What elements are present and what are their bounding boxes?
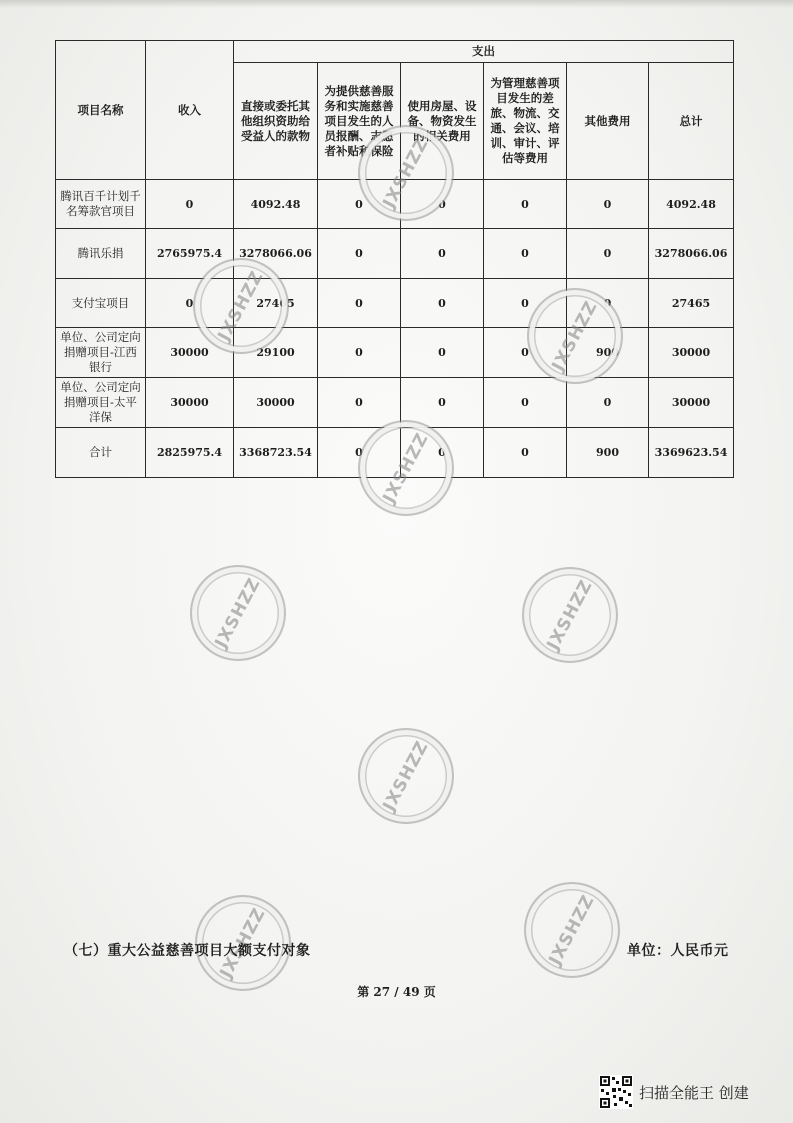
cell-total: 3369623.54 xyxy=(649,428,734,478)
cell-income: 30000 xyxy=(146,328,234,378)
header-management: 为管理慈善项目发生的差旅、物流、交通、会议、培训、审计、评估等费用 xyxy=(484,63,567,180)
cell-direct: 27465 xyxy=(234,279,318,328)
cell-total: 30000 xyxy=(649,378,734,428)
header-other: 其他费用 xyxy=(567,63,649,180)
cell-total: 30000 xyxy=(649,328,734,378)
seal-stamp: JXSHZZ xyxy=(193,258,289,354)
cell-total: 27465 xyxy=(649,279,734,328)
cell-facility: 0 xyxy=(401,328,484,378)
cell-other: 0 xyxy=(567,279,649,328)
row-name: 单位、公司定向捐赠项目-江西银行 xyxy=(56,328,146,378)
table-row xyxy=(56,180,734,229)
cell-direct: 3368723.54 xyxy=(234,428,318,478)
cell-other: 900 xyxy=(567,328,649,378)
expense-table xyxy=(55,40,734,478)
cell-facility: 0 xyxy=(401,428,484,478)
seal-stamp: JXSHZZ xyxy=(358,728,454,824)
cell-other: 900 xyxy=(567,428,649,478)
cell-personnel: 0 xyxy=(318,229,401,279)
seal-stamp: JXSHZZ xyxy=(527,288,623,384)
cell-personnel: 0 xyxy=(318,180,401,229)
cell-income: 2765975.4 xyxy=(146,229,234,279)
cell-direct: 4092.48 xyxy=(234,180,318,229)
cell-income: 30000 xyxy=(146,378,234,428)
cell-facility: 0 xyxy=(401,279,484,328)
cell-personnel: 0 xyxy=(318,378,401,428)
row-name: 腾讯乐捐 xyxy=(56,229,146,279)
cell-income: 0 xyxy=(146,180,234,229)
section-title: （七）重大公益慈善项目大额支付对象 xyxy=(64,943,311,959)
cell-management: 0 xyxy=(484,279,567,328)
cell-management: 0 xyxy=(484,428,567,478)
row-name: 支付宝项目 xyxy=(56,279,146,328)
header-personnel: 为提供慈善服务和实施慈善项目发生的人员报酬、志愿者补贴和保险 xyxy=(318,63,401,180)
cell-facility: 0 xyxy=(401,229,484,279)
row-name: 合计 xyxy=(56,428,146,478)
cell-direct: 29100 xyxy=(234,328,318,378)
table-row xyxy=(56,328,734,378)
scan-top-edge xyxy=(0,0,793,8)
header-expense: 支出 xyxy=(234,41,734,63)
cell-income: 0 xyxy=(146,279,234,328)
cell-management: 0 xyxy=(484,378,567,428)
cell-income: 2825975.4 xyxy=(146,428,234,478)
header-total: 总计 xyxy=(649,63,734,180)
seal-stamp: JXSHZZ xyxy=(358,125,454,221)
page-number: 第 27 / 49 页 xyxy=(357,985,436,999)
cell-total: 3278066.06 xyxy=(649,229,734,279)
qr-code-icon xyxy=(599,1075,633,1109)
cell-facility: 0 xyxy=(401,378,484,428)
table-row xyxy=(56,279,734,328)
cell-personnel: 0 xyxy=(318,279,401,328)
cell-direct: 3278066.06 xyxy=(234,229,318,279)
header-direct-aid: 直接或委托其他组织资助给受益人的款物 xyxy=(234,63,318,180)
cell-personnel: 0 xyxy=(318,328,401,378)
row-name: 单位、公司定向捐赠项目-太平洋保 xyxy=(56,378,146,428)
table-row-total xyxy=(56,428,734,478)
header-facility: 使用房屋、设备、物资发生的相关费用 xyxy=(401,63,484,180)
seal-stamp: JXSHZZ xyxy=(190,565,286,661)
header-income: 收入 xyxy=(146,41,234,180)
cell-other: 0 xyxy=(567,229,649,279)
header-project-name: 项目名称 xyxy=(56,41,146,180)
watermark-text: 扫描全能王 创建 xyxy=(639,1083,749,1102)
seal-stamp: JXSHZZ xyxy=(522,567,618,663)
cell-other: 0 xyxy=(567,180,649,229)
cell-other: 0 xyxy=(567,378,649,428)
unit-label: 单位：人民币元 xyxy=(627,943,729,959)
table-row xyxy=(56,229,734,279)
scanner-watermark xyxy=(599,1073,749,1111)
cell-management: 0 xyxy=(484,229,567,279)
cell-total: 4092.48 xyxy=(649,180,734,229)
cell-management: 0 xyxy=(484,328,567,378)
table-row xyxy=(56,378,734,428)
cell-personnel: 0 xyxy=(318,428,401,478)
seal-stamp: JXSHZZ xyxy=(358,420,454,516)
row-name: 腾讯百千计划千名筹款官项目 xyxy=(56,180,146,229)
seal-stamp: JXSHZZ xyxy=(524,882,620,978)
cell-facility: 0 xyxy=(401,180,484,229)
seal-stamp: JXSHZZ xyxy=(195,895,291,991)
cell-direct: 30000 xyxy=(234,378,318,428)
cell-management: 0 xyxy=(484,180,567,229)
